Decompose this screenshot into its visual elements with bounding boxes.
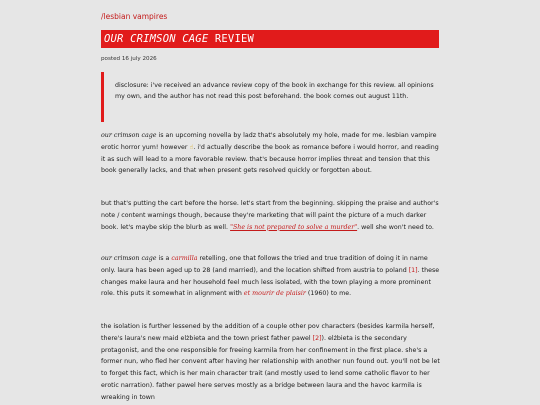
paragraph-text: is a — [156, 255, 172, 262]
paragraph-carmilla — [101, 253, 443, 300]
book-title-inline: our crimson cage — [101, 255, 157, 262]
paragraph-text: (1960) to me. — [305, 290, 352, 298]
paragraph-text: retelling, one that follows the tried and true tradition of doing it in name only. laura has been aged up to 28 (and married), and the location shifted from austria to poland — [101, 255, 428, 274]
paragraph-text: . these changes make laura and her household feel much less isolated, with the town playing a more prominent role. this puts it somewhat in alignment with — [101, 266, 440, 298]
footnote-link-1[interactable]: [1] — [408, 266, 418, 274]
et-mourir-link[interactable]: et mourir de plaisir — [243, 290, 306, 298]
paragraph-text: but that's putting the cart before the horse. let's start from the beginning. skipping the praise and author's note / content warnings though, because they're marketing that will paint the picture of a much darker book. let's maybe skip the blurb as well. — [101, 200, 439, 231]
disclosure-text: disclosure: i've received an advance review copy of the book in exchange for this review. all opinions my own, and the author has not read this post beforehand. the book comes out august 11th. — [115, 82, 434, 100]
paragraph-text: is an upcoming novella by ladz that's absolutely my hole, made for me. lesbian vampire erotic horror yum! however — [101, 132, 437, 151]
title-book-name: OUR CRIMSON CAGE — [104, 33, 209, 45]
footnote-link-2[interactable]: [2] — [312, 334, 322, 342]
paragraph-text: . well she won't need to. — [357, 223, 434, 231]
carmilla-title: carmilla — [171, 255, 198, 262]
pointing-finger-icon: ☝ — [189, 143, 194, 151]
paragraph-text: . i'd actually describe the book as romance before i would horror, and reading it as such will lead to a more favorable review. that's because horror implies threat and tension that this book generally lacks, and that when present gets resolved quickly or forgotten about. — [101, 143, 439, 175]
paragraph-text: the isolation is further lessened by the addition of a couple other pov characters (besides karmila herself, there's laura's new maid elżbieta and the town priest father pawel — [101, 323, 435, 342]
paragraph-intro — [101, 130, 443, 177]
disclosure-callout — [101, 72, 442, 122]
post-date: posted 16 july 2026 — [101, 56, 157, 62]
page-title — [101, 30, 439, 48]
paragraph-pov — [101, 321, 443, 404]
book-title-inline: our crimson cage — [101, 132, 157, 139]
paragraph-blurb — [101, 198, 443, 233]
blurb-quote-link[interactable]: "She is not prepared to solve a murder" — [230, 223, 358, 231]
paragraph-text: ). elżbieta is the secondary protagonist, and the one responsible for freeing karmila from her confinement in the first place. she's a former nun, who fled her convent after having her relationship with another nun found out. you'll not be let to forget this fact, which is her main character trait (and mostly used to lend some catholic flavor to her erotic narration). father pawel here serves mostly as a bridge between laura and the havoc karmila is wreaking in town — [101, 334, 440, 401]
title-suffix: REVIEW — [208, 33, 255, 45]
breadcrumb-link[interactable]: /lesbian vampires — [101, 12, 168, 21]
